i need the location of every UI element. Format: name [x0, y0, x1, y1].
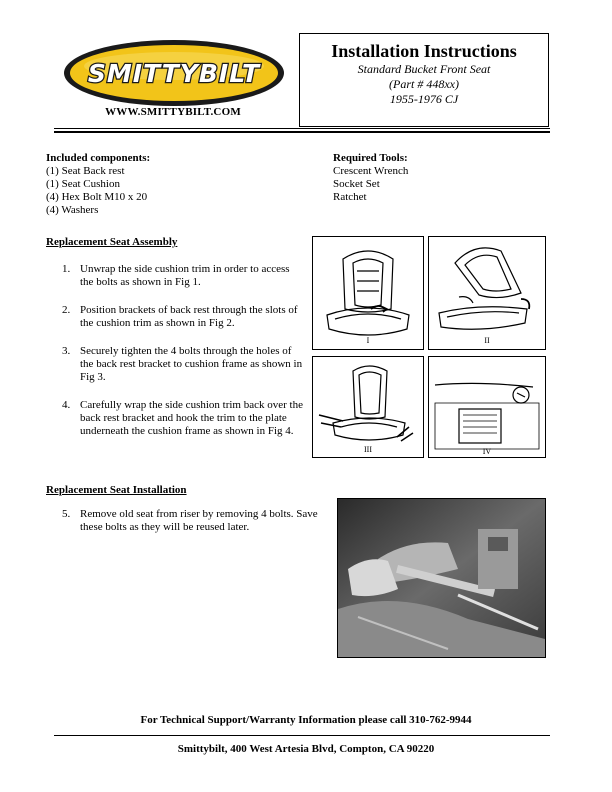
figure-1: [312, 236, 424, 350]
seat-diagram-fig2: [429, 237, 545, 349]
step-text: Unwrap the side cushion trim in order to access the bolts as shown in Fig 1.: [80, 263, 290, 288]
step-number: 5.: [62, 508, 71, 520]
seat-removal-photo: [337, 498, 546, 658]
company-address: Smittybilt, 400 West Artesia Blvd, Compton, CA 90220: [177, 743, 435, 755]
logo-wordmark: SMITTYBILT: [87, 59, 261, 88]
figure-4: [428, 356, 546, 458]
figure-2: [428, 236, 546, 350]
vehicle-years: 1955-1976 CJ: [389, 92, 459, 106]
step-3: [62, 345, 304, 384]
step-1: [62, 263, 304, 289]
header-divider-thick: [54, 131, 550, 133]
logo-emblem: [62, 38, 286, 108]
step-5: [62, 508, 324, 534]
included-heading: Included components:: [46, 152, 151, 164]
included-item: (1) Seat Cushion: [46, 178, 120, 190]
step-text: Position brackets of back rest through the slots of the cushion trim as shown in Fig 2.: [80, 304, 298, 329]
included-item: (4) Hex Bolt M10 x 20: [46, 191, 148, 203]
page-title: Installation Instructions: [331, 41, 517, 61]
included-item: (4) Washers: [46, 204, 99, 216]
footer-divider: [54, 735, 550, 736]
assembly-steps: [62, 263, 304, 453]
seat-diagram-fig4: [429, 357, 545, 457]
part-number: (Part # 448xx): [389, 77, 459, 91]
tool-item: Ratchet: [333, 191, 367, 203]
seat-diagram-fig1: [313, 237, 423, 349]
step-number: 3.: [62, 345, 71, 357]
assembly-heading: Replacement Seat Assembly: [46, 236, 178, 248]
seat-diagram-fig3: [313, 357, 423, 457]
required-tools: [333, 152, 533, 204]
website-url[interactable]: WWW.SMITTYBILT.COM: [105, 106, 241, 118]
included-components: [46, 152, 296, 217]
header-divider: [54, 128, 550, 129]
step-text: Remove old seat from riser by removing 4 bolts. Save these bolts as they will be reused later.: [80, 508, 318, 533]
tool-item: Crescent Wrench: [333, 165, 409, 177]
step-text: Securely tighten the 4 bolts through the holes of the back rest bracket to cushion frame as shown in Fig 3.: [80, 345, 303, 383]
figure-label: III: [364, 445, 372, 454]
title-box: [299, 33, 549, 127]
wrench-photo-illustration: [338, 499, 545, 657]
figure-label: II: [484, 336, 490, 345]
installation-steps: [62, 508, 324, 549]
figure-label: I: [366, 336, 370, 345]
step-number: 1.: [62, 263, 71, 275]
support-line: For Technical Support/Warranty Information please call 310-762-9944: [140, 714, 472, 726]
tool-item: Socket Set: [333, 178, 380, 190]
tools-heading: Required Tools:: [333, 152, 408, 164]
step-number: 4.: [62, 399, 71, 411]
step-number: 2.: [62, 304, 71, 316]
step-text: Carefully wrap the side cushion trim back over the back rest bracket and hook the trim to the plate underneath the cushion frame as shown in Fig 4.: [80, 399, 303, 437]
installation-heading: Replacement Seat Installation: [46, 484, 187, 496]
product-name: Standard Bucket Front Seat: [357, 62, 491, 76]
figure-3: [312, 356, 424, 458]
step-4: [62, 399, 304, 438]
included-item: (1) Seat Back rest: [46, 165, 125, 177]
figure-label: IV: [482, 447, 492, 456]
step-2: [62, 304, 304, 330]
